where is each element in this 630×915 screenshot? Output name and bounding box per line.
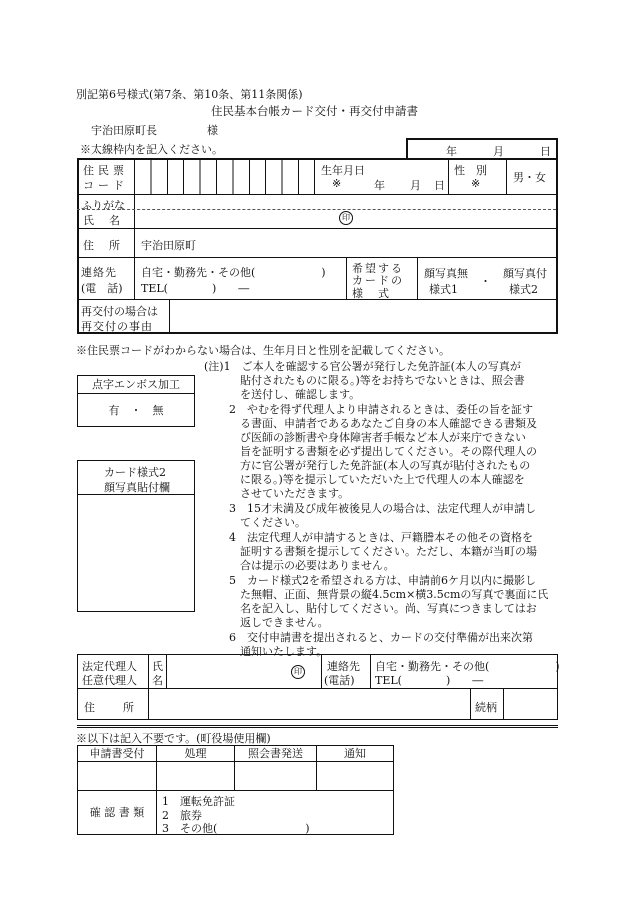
date-year: 年 [446,145,457,158]
col-application: 申請書受付 [89,747,145,760]
doc-other: 3 その他( ) [162,822,310,835]
divider [506,158,507,194]
instruction-text: ※太線枠内を記入ください。 [80,143,223,156]
photo-header [78,461,194,495]
card-option-2-style[interactable]: 様式2 [509,283,538,296]
note-line: 方に官公署が発行した免許証(本人の写真が貼付されたもの [240,459,531,472]
gender-label: 性 別 [454,164,487,177]
note-line: させていただきます。 [240,487,350,500]
note-line: 通知いたします。 [240,645,328,658]
contact-label-2: (電 話) [81,282,123,295]
divider [470,689,471,719]
note-line: 5 カード様式2を希望される方は、申請前6ケ月以内に撮影し [229,574,536,587]
doc-license: 1 運転免許証 [162,795,235,808]
card-option-1-style[interactable]: 様式1 [429,283,458,296]
note-line: る書面、申請者であるあなたご自身の本人確認できる書類及 [240,417,537,430]
card-label-2: カードの [352,274,404,287]
code-note: ※住民票コードがわからない場合は、生年月日と性別を記載してください。 [76,344,450,357]
divider [134,229,135,257]
date-box [406,138,558,159]
note-line: てください。 [240,516,306,529]
row-code [77,158,558,195]
recipient: 宇治田原町長 [91,124,157,137]
divider [78,761,393,762]
note-line: 証明する書類を提示してください。ただし、本籍が当町の場 [240,545,537,558]
agent-contact-type[interactable]: 自宅・勤務先・その他( ) [375,660,560,673]
note-line: 旨を証明する書類を必ず提出してください。その際代理人の [240,445,537,458]
agent-address-input[interactable] [149,689,470,719]
photo-title-1: カード様式2 [104,466,166,479]
card-option-separator: ・ [480,275,491,288]
note-line: を送付し、確認します。 [240,388,361,401]
divider [417,258,418,299]
card-label-1: 希望する [352,262,404,275]
birth-day[interactable]: 日 [434,179,445,192]
gender-value[interactable]: 男・女 [513,171,546,184]
divider [321,655,322,688]
birth-label: 生年月日 [321,164,365,177]
note-line: た無帽、正面、無背景の縦4.5cm×横3.5cmの写真で裏面に氏 [240,588,549,601]
reissue-label-1: 再交付の場合は [81,305,158,318]
note-line: (注)1 ご本人を確認する官公署が発行した免許証(本人の写真が [204,360,521,373]
agent-contact-label-2: (電話) [324,674,355,687]
furigana-label: ふりがな [81,199,125,212]
agent-name-label-1: 氏 [152,660,163,673]
note-line: 2 やむを得ず代理人より申請されるときは、委任の旨を証す [229,403,533,416]
agent-relation-input[interactable] [504,689,557,719]
card-label-3: 様 式 [352,287,391,300]
divider [134,258,135,299]
col-notice: 通知 [344,747,366,760]
form-title: 住民基本台帳カード交付・再交付申請書 [211,104,418,118]
reissue-reason-input[interactable] [170,300,556,332]
agent-name-label-2: 名 [152,674,163,687]
contact-tel[interactable]: TEL( ) ― [141,282,250,295]
name-label: 氏 名 [83,214,122,227]
photo-title-2: 顔写真貼付欄 [104,481,170,494]
birth-year[interactable]: 年 [374,179,385,192]
photo-box[interactable] [77,460,195,612]
row-name [77,195,558,229]
doc-passport: 2 旅券 [162,809,202,822]
office-note: ※以下は記入不要です。(町役場使用欄) [76,732,271,745]
note-line: 貼付されたものに限る。)等をお持ちでないときは、照会書 [240,374,525,387]
card-option-1-label[interactable]: 顔写真無 [424,267,468,280]
note-line: 4 法定代理人が申請するときは、戸籍謄本その他その資格を [229,531,533,544]
agent-label-legal: 法定代理人 [82,660,137,673]
emboss-choice[interactable]: 有 ・ 無 [108,404,164,417]
contact-type[interactable]: 自宅・勤務先・その他( ) [141,266,326,279]
emboss-box [77,375,195,427]
row-reissue [77,300,558,334]
card-option-2-label[interactable]: 顔写真付 [503,267,547,280]
agent-seal-mark: 印 [291,665,305,679]
divider [346,258,347,299]
code-input[interactable] [134,158,315,194]
address-input[interactable]: 宇治田原町 [141,239,196,252]
col-processing: 処理 [184,747,207,760]
col-inquiry: 照会書発送 [248,747,303,760]
gender-mark: ※ [471,177,481,190]
note-line: 6 交付申請書を提出されると、カードの交付準備が出来次第 [229,631,533,644]
note-line: 3 15才未満及び成年被後見人の場合は、法定代理人が申請し [229,502,536,515]
contact-label-1: 連絡先 [81,266,117,279]
divider [448,158,449,194]
row-contact [77,258,558,300]
reissue-label-2: 再交付の事由 [81,320,153,333]
form-reference: 別記第6号様式(第7条、第10条、第11条関係) [76,88,303,101]
birth-month[interactable]: 月 [410,179,421,192]
birth-mark: ※ [332,177,342,190]
date-day: 日 [540,145,551,158]
date-month: 月 [493,145,504,158]
code-label-1: 住民票 [83,164,128,177]
office-table [77,745,394,835]
divider [370,655,371,688]
row-address [77,229,558,258]
note-line: に限る。)等を提示していただいた上で代理人の本人確認を [240,473,525,486]
note-line: 返しできません。 [240,616,329,629]
agent-contact-label-1: 連絡先 [327,660,360,673]
docs-label: 確 認 書 類 [89,806,145,819]
note-line: 合は提示の必要はありません。 [240,559,395,572]
agent-relation-label: 続柄 [475,701,497,714]
address-label: 住 所 [83,239,122,252]
note-line: び医師の診断書や身体障害者手帳など本人が来庁できない [240,431,526,444]
furigana-input[interactable] [135,195,556,209]
divider [148,655,149,688]
honorific: 様 [207,124,218,137]
emboss-title: 点字エンボス加工 [78,376,194,394]
agent-address-label: 住 所 [84,701,136,714]
code-label-2: コード [83,179,128,192]
note-line: 名を記入し、貼付してください。尚、写真につきましてはお [240,602,537,615]
separator-line [77,725,558,728]
agent-label-voluntary: 任意代理人 [82,674,137,687]
seal-mark: 印 [339,211,353,225]
agent-table [77,654,558,720]
agent-contact-tel[interactable]: TEL( ) ― [375,674,484,687]
